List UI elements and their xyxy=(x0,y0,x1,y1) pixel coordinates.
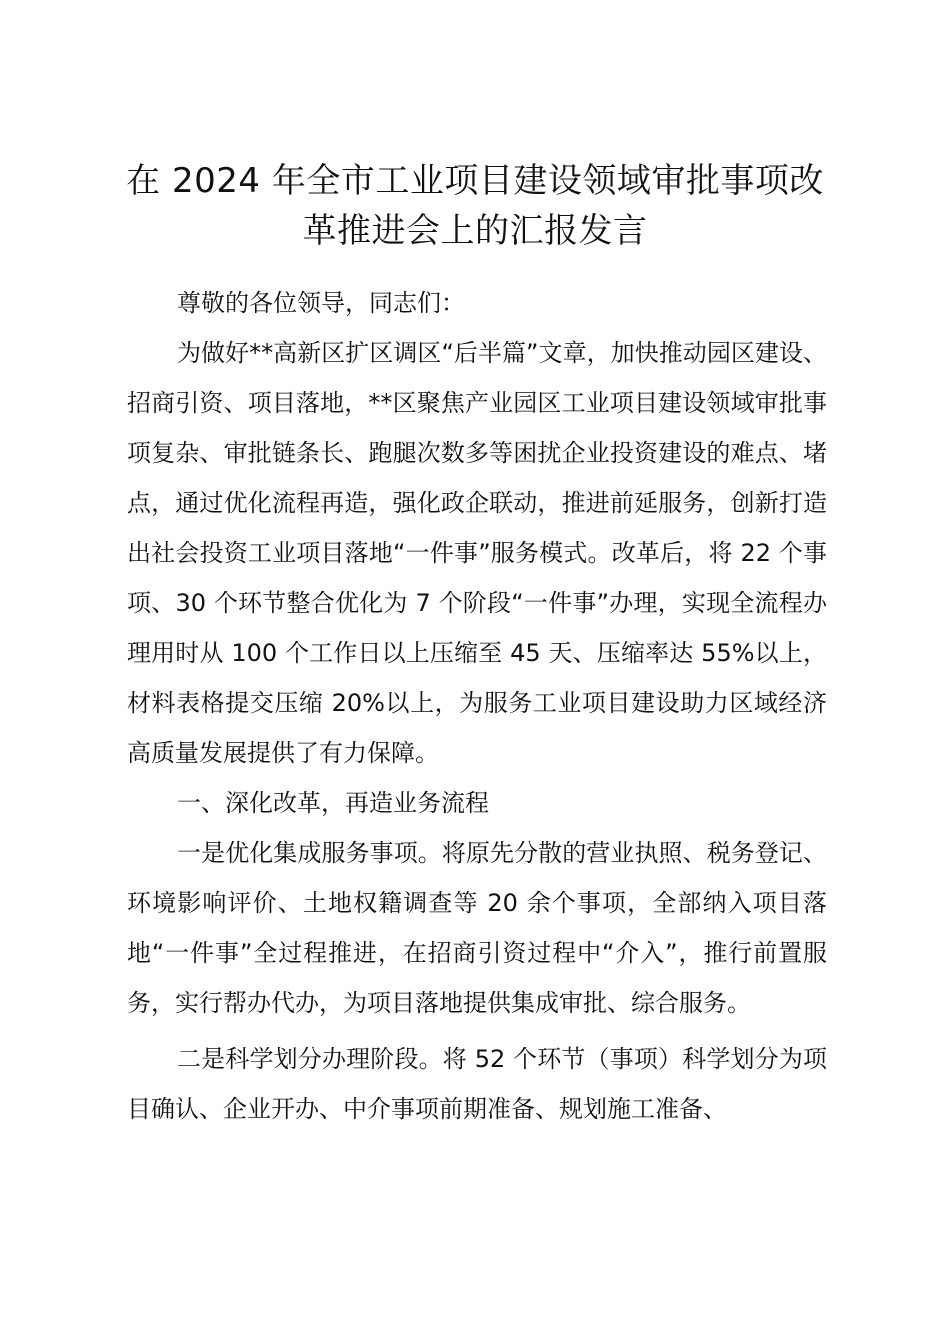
paragraph-intro: 为做好**高新区扩区调区“后半篇”文章，加快推动园区建设、招商引资、项目落地，**区聚焦产业园区工业项目建设领域审批事项复杂、审批链条长、跑腿次数多等困扰企业投资建设的难点、堵点，通过优化流程再造，强化政企联动，推进前延服务，创新打造出社会投资工业项目落地“一件事”服务模式。改革后，将 22 个事项、30 个环节整合优化为 7 个阶段“一件事”办理，实现全流程办理用时从 100 个工作日以上压缩至 45 天、压缩率达 55%以上，材料表格提交压缩 20%以上，为服务工业项目建设助力区域经济高质量发展提供了有力保障。 xyxy=(127,339,827,767)
document-title xyxy=(110,156,840,256)
section-heading-1: 一、深化改革，再造业务流程 xyxy=(177,789,489,817)
salutation: 尊敬的各位领导，同志们： xyxy=(177,289,465,317)
paragraph-section-1-point-2: 二是科学划分办理阶段。将 52 个环节（事项）科学划分为项目确认、企业开办、中介事项前期准备、规划施工准备、 xyxy=(127,1045,827,1123)
title-line-1: 在 2024 年全市工业项目建设领域审批事项改 xyxy=(126,161,824,201)
title-line-2: 革推进会上的汇报发言 xyxy=(302,211,648,251)
paragraph-section-1-point-1: 一是优化集成服务事项。将原先分散的营业执照、税务登记、环境影响评价、土地权籍调查等 20 余个事项，全部纳入项目落地“一件事”全过程推进，在招商引资过程中“介入”，推行前置服务，实行帮办代办，为项目落地提供集成审批、综合服务。 xyxy=(127,839,827,1017)
document-body xyxy=(127,278,827,1134)
